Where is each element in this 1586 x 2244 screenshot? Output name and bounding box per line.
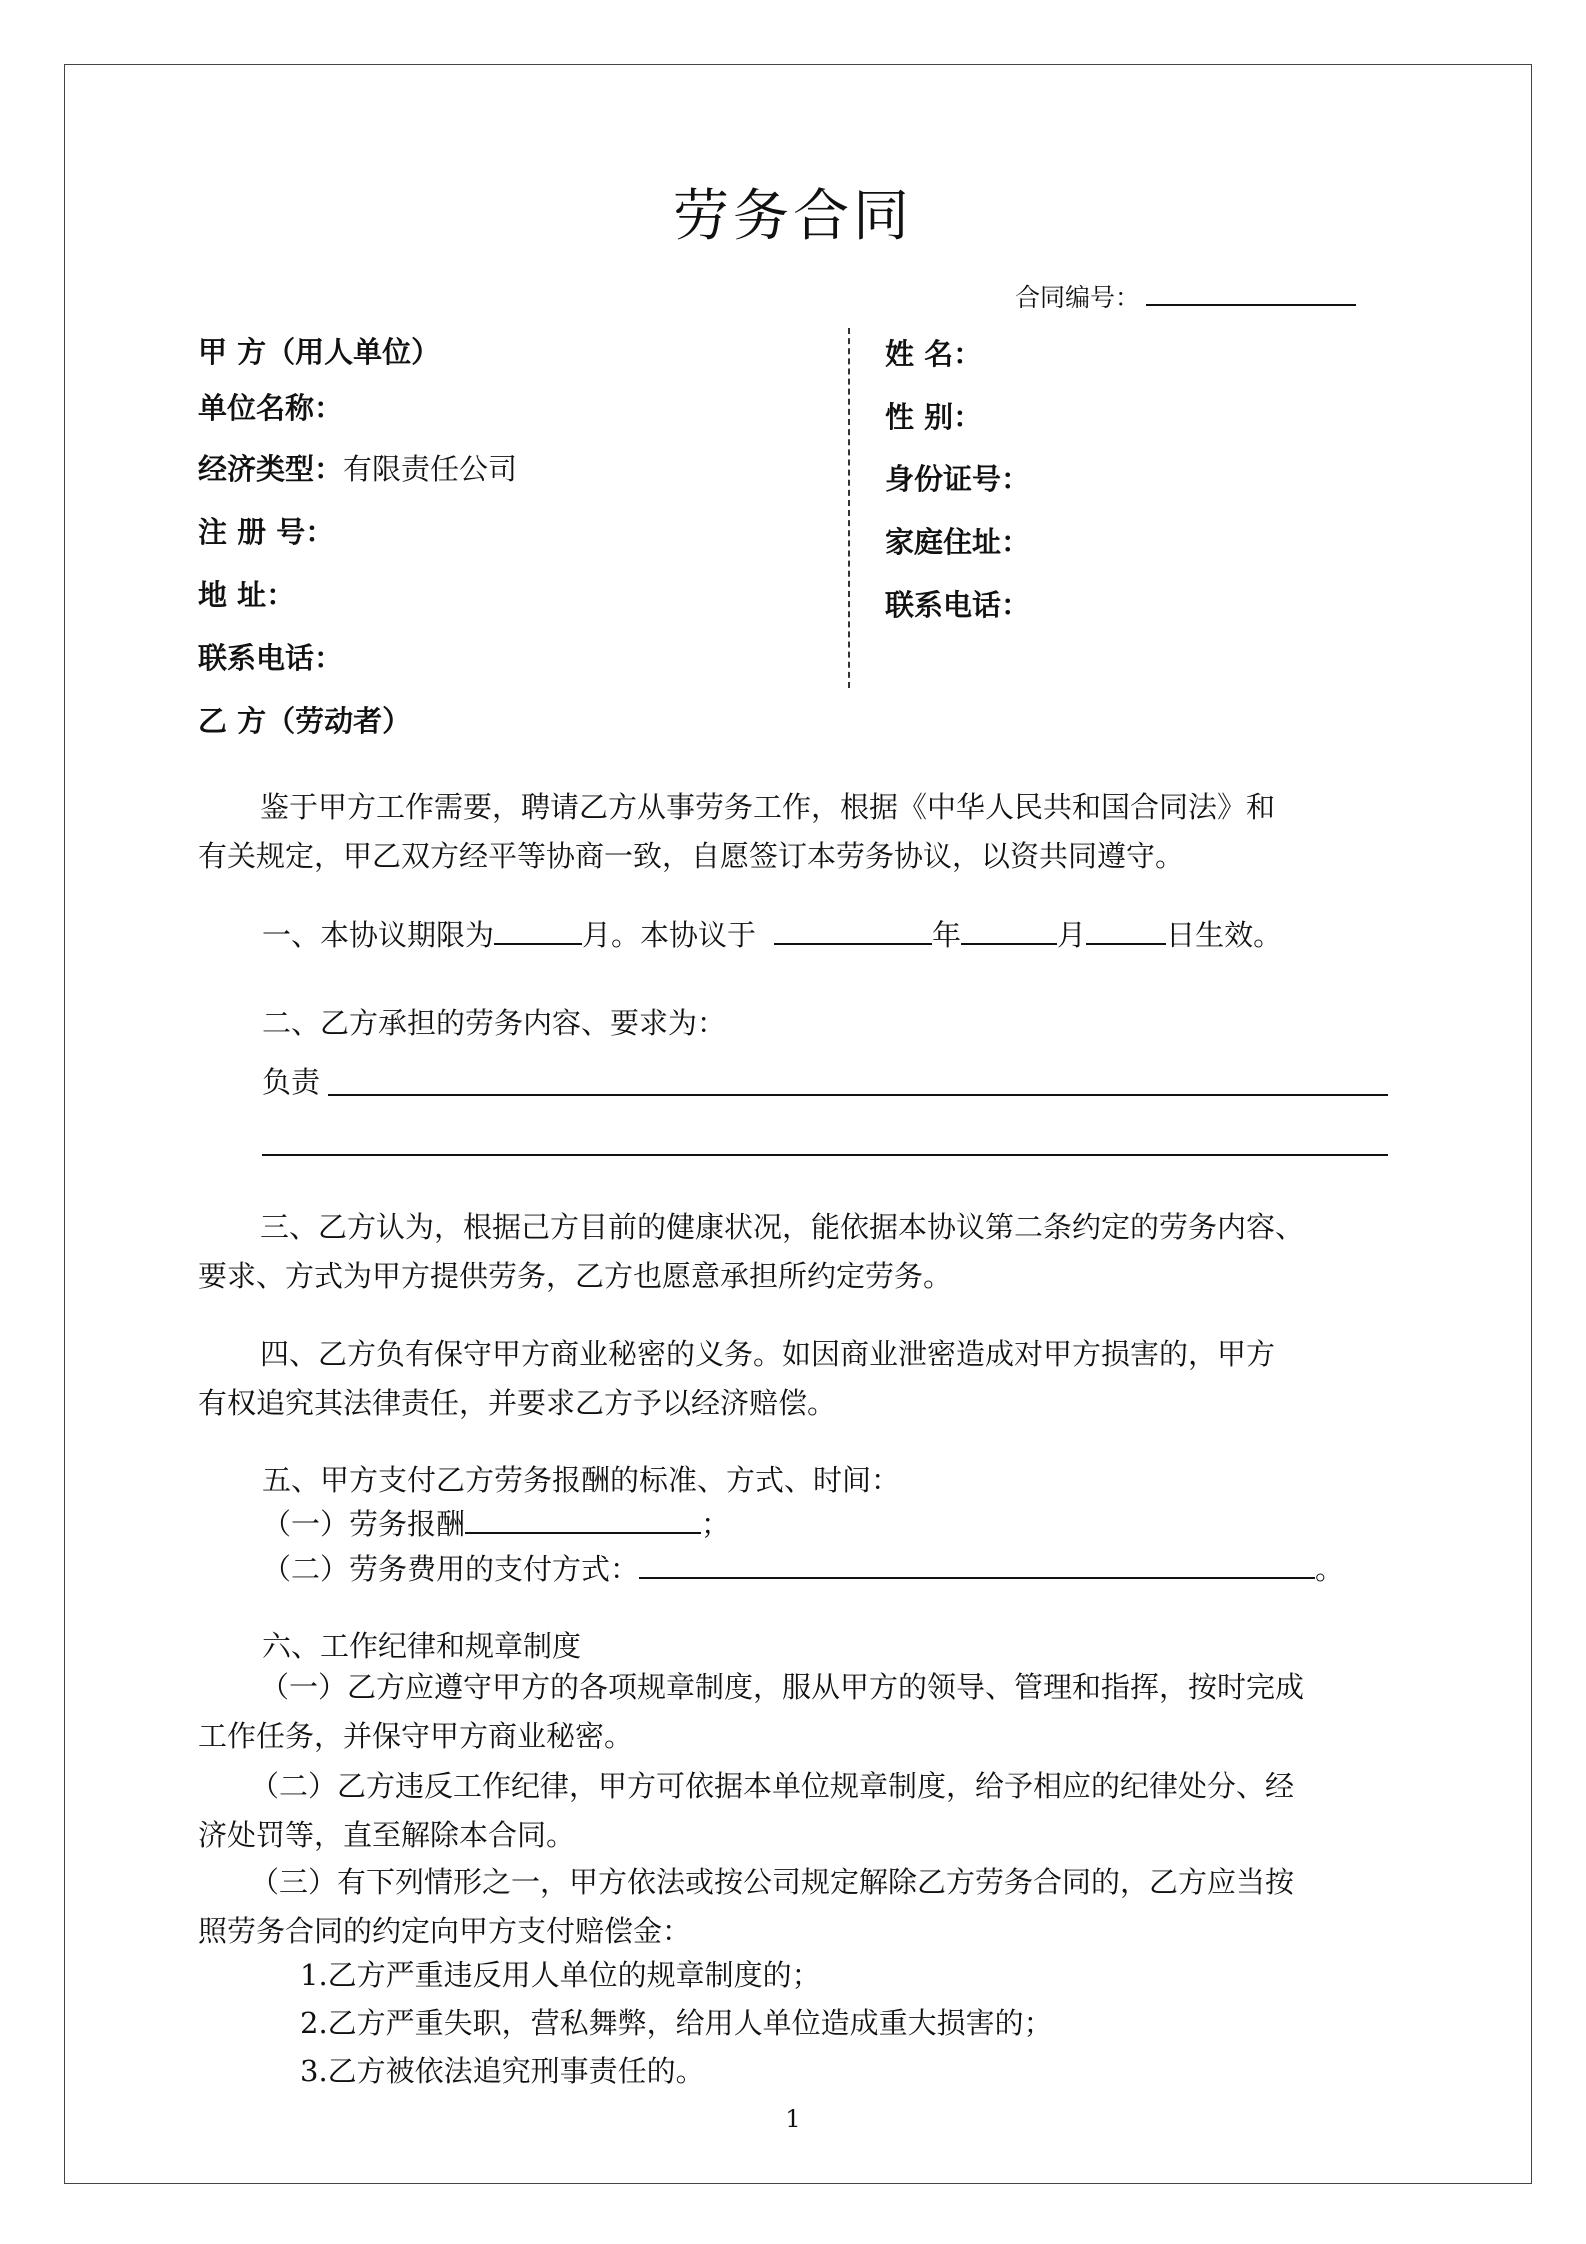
party-a-unit-name: 单位名称： [198,391,344,425]
clause-4 [198,1330,1388,1428]
clause-2-heading: 二、乙方承担的劳务内容、要求为： [262,1006,727,1040]
clause-2-responsible-label: 负责 [262,1065,321,1099]
clause-1-text: 月。本协议于 [582,918,757,952]
party-b-name: 姓 名： [885,337,983,371]
clause-6-para-3 [198,1858,1388,1956]
list-item: 3.乙方被依法追究刑事责任的。 [300,2054,705,2088]
responsibility-line-2[interactable] [262,1154,1388,1156]
party-b-id-no: 身份证号： [885,462,1031,496]
clause-3 [198,1203,1388,1301]
clause-6-line: 工作任务，并保守甲方商业秘密。 [198,1719,634,1753]
clause-3-line: 三、乙方认为，根据己方目前的健康状况，能依据本协议第二条约定的劳务内容、 [260,1210,1305,1244]
clause-6-para-2 [198,1762,1388,1860]
clause-6-line: （三）有下列情形之一，甲方依法或按公司规定解除乙方劳务合同的，乙方应当按 [250,1865,1295,1899]
payment-method-blank[interactable] [639,1551,1315,1579]
effective-year-blank[interactable] [774,917,932,945]
term-months-blank[interactable] [494,917,582,945]
preamble [198,783,1388,881]
party-a-heading: 甲 方（用人单位） [198,335,441,369]
remuneration-blank[interactable] [465,1506,701,1534]
clause-5-heading: 五、甲方支付乙方劳务报酬的标准、方式、时间： [262,1463,901,1497]
contract-number-label: 合同编号： [1015,283,1141,312]
responsibility-line-1[interactable] [328,1094,1388,1096]
clause-1 [262,913,1282,954]
preamble-line: 有关规定，甲乙双方经平等协商一致，自愿签订本劳务协议，以资共同遵守。 [198,839,1185,873]
clause-5-item-1-end: ； [701,1507,731,1541]
clause-1-text: 一、本协议期限为 [262,918,495,952]
clause-5-item-1 [262,1502,730,1543]
party-a-economic-type [198,447,517,488]
page-number: 1 [785,2105,801,2133]
clause-6-line: 济处罚等，直至解除本合同。 [198,1818,576,1852]
party-a-reg-no: 注 册 号： [198,515,335,549]
clause-5-item-2-end: 。 [1315,1552,1345,1586]
economic-type-value: 有限责任公司 [343,452,518,486]
clause-4-line: 四、乙方负有保守甲方商业秘密的义务。如因商业泄密造成对甲方损害的，甲方 [260,1337,1276,1371]
list-item: 2.乙方严重失职，营私舞弊，给用人单位造成重大损害的； [300,2006,1053,2040]
party-b-home-address: 家庭住址： [885,525,1031,559]
clause-1-text: 年 [932,918,962,952]
preamble-line: 鉴于甲方工作需要，聘请乙方从事劳务工作，根据《中华人民共和国合同法》和 [260,790,1276,824]
clause-3-line: 要求、方式为甲方提供劳务，乙方也愿意承担所约定劳务。 [198,1259,953,1293]
list-item: 1.乙方严重违反用人单位的规章制度的； [300,1958,821,1992]
party-b-gender: 性 别： [885,400,983,434]
party-b-phone: 联系电话： [885,588,1031,622]
clause-1-text: 月 [1057,918,1087,952]
clause-6-line: （二）乙方违反工作纪律，甲方可依据本单位规章制度，给予相应的纪律处分、经 [250,1769,1295,1803]
column-divider [848,328,850,688]
document-title: 劳务合同 [673,184,913,249]
clause-6-heading: 六、工作纪律和规章制度 [262,1629,582,1663]
clause-5-item-2-label: （二）劳务费用的支付方式： [262,1552,640,1586]
contract-number [1015,278,1356,314]
clause-1-text: 日生效。 [1166,918,1283,952]
clause-6-line: 照劳务合同的约定向甲方支付赔偿金： [198,1914,692,1948]
party-a-address: 地 址： [198,578,296,612]
party-a-phone: 联系电话： [198,641,344,675]
contract-number-blank[interactable] [1146,280,1356,306]
economic-type-label: 经济类型： [198,452,344,486]
clause-4-line: 有权追究其法律责任，并要求乙方予以经济赔偿。 [198,1386,837,1420]
clause-5-item-2 [262,1547,1344,1588]
clause-6-para-1 [198,1663,1388,1761]
effective-day-blank[interactable] [1086,917,1166,945]
clause-5-item-1-label: （一）劳务报酬 [262,1507,466,1541]
party-b-heading: 乙 方（劳动者） [198,704,412,738]
effective-month-blank[interactable] [961,917,1057,945]
clause-6-line: （一）乙方应遵守甲方的各项规章制度，服从甲方的领导、管理和指挥，按时完成 [260,1670,1305,1704]
